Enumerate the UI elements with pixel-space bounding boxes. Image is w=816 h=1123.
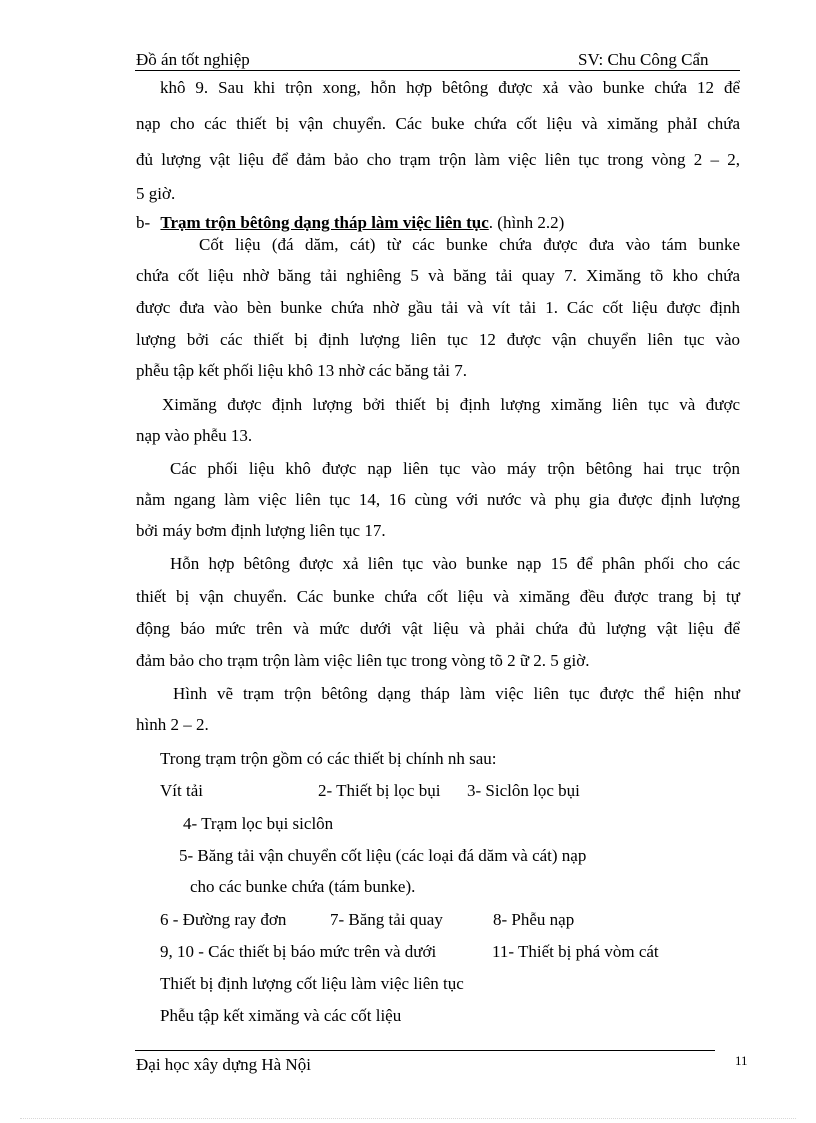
text-line: thiết bị vận chuyển. Các bunke chứa cốt liệu và ximăng đều được trang bị tự [136, 587, 740, 606]
equipment-item: 2- Thiết bị lọc bụi [318, 781, 441, 800]
section-suffix: . (hình 2.2) [488, 213, 565, 232]
text-line: đủ lượng vật liệu để đảm bảo cho trạm trộn làm việc liên tục trong vòng 2 – 2, [136, 150, 740, 169]
text-line: Các phối liệu khô được nạp liên tục vào máy trộn bêtông hai trục trộn [170, 459, 740, 478]
equipment-item: Thiết bị định lượng cốt liệu làm việc liên tục [160, 974, 464, 993]
page-number: 11 [735, 1053, 748, 1068]
equipment-intro: Trong trạm trộn gồm có các thiết bị chính nh sau: [160, 749, 497, 768]
equipment-item: Phễu tập kết ximăng và các cốt liệu [160, 1006, 402, 1025]
text-line: phễu tập kết phối liệu khô 13 nhờ các băng tải 7. [136, 361, 467, 380]
equipment-item: 6 - Đường ray đơn [160, 910, 287, 929]
footer-divider [135, 1050, 715, 1051]
text-line: nạp cho các thiết bị vận chuyển. Các buke chứa cốt liệu và ximăng phảI chứa [136, 114, 740, 133]
header-title: Đồ án tốt nghiệp [136, 50, 250, 69]
text-line: bởi máy bơm định lượng liên tục 17. [136, 521, 386, 540]
section-prefix: b- [136, 213, 151, 232]
equipment-item: 3- Siclôn lọc bụi [467, 781, 580, 800]
text-line: chứa cốt liệu nhờ băng tải nghiêng 5 và băng tải quay 7. Ximăng tõ kho chứa [136, 266, 740, 285]
equipment-item: 4- Trạm lọc bụi siclôn [183, 814, 334, 833]
page-edge [20, 1118, 796, 1119]
text-line: Hỗn hợp bêtông được xả liên tục vào bunke nạp 15 để phân phối cho các [170, 554, 740, 573]
equipment-item: 5- Băng tải vận chuyển cốt liệu (các loại đá dăm và cát) nạp [179, 846, 587, 865]
section-heading [136, 213, 564, 233]
header-divider [135, 70, 740, 71]
equipment-item: cho các bunke chứa (tám bunke). [190, 877, 416, 896]
equipment-item: 9, 10 - Các thiết bị báo mức trên và dưới [160, 942, 437, 961]
text-line: hình 2 – 2. [136, 715, 209, 734]
equipment-item: Vít tải [160, 781, 203, 800]
text-line: lượng bởi các thiết bị định lượng liên tục 12 được vận chuyển liên tục vào [136, 330, 740, 349]
text-line: nạp vào phễu 13. [136, 426, 253, 445]
text-line: Ximăng được định lượng bởi thiết bị định lượng ximăng liên tục và được [162, 395, 740, 414]
equipment-item: 11- Thiết bị phá vòm cát [492, 942, 659, 961]
equipment-item: 7- Băng tải quay [330, 910, 443, 929]
text-line: động báo mức trên và mức dưới vật liệu và phải chứa đủ lượng vật liệu để [136, 619, 740, 638]
text-line: Cốt liệu (đá dăm, cát) từ các bunke chứa được đưa vào tám bunke [199, 235, 740, 254]
text-line: đảm bảo cho trạm trộn làm việc liên tục trong vòng tõ 2 ữ 2. 5 giờ. [136, 651, 590, 670]
text-line: được đưa vào bèn bunke chứa nhờ gầu tải và vít tải 1. Các cốt liệu được định [136, 298, 740, 317]
footer-institution: Đại học xây dựng Hà Nội [136, 1055, 311, 1074]
text-line: khô 9. Sau khi trộn xong, hỗn hợp bêtông được xả vào bunke chứa 12 để [160, 78, 740, 97]
text-line: 5 giờ. [136, 184, 176, 203]
section-title: Trạm trộn bêtông dạng tháp làm việc liên tục [160, 213, 489, 232]
text-line: Hình vẽ trạm trộn bêtông dạng tháp làm việc liên tục được thể hiện như [173, 684, 740, 703]
header-author: SV: Chu Công Cẩn [578, 50, 709, 69]
equipment-item: 8- Phễu nạp [493, 910, 575, 929]
text-line: nằm ngang làm việc liên tục 14, 16 cùng với nước và phụ gia được định lượng [136, 490, 740, 509]
